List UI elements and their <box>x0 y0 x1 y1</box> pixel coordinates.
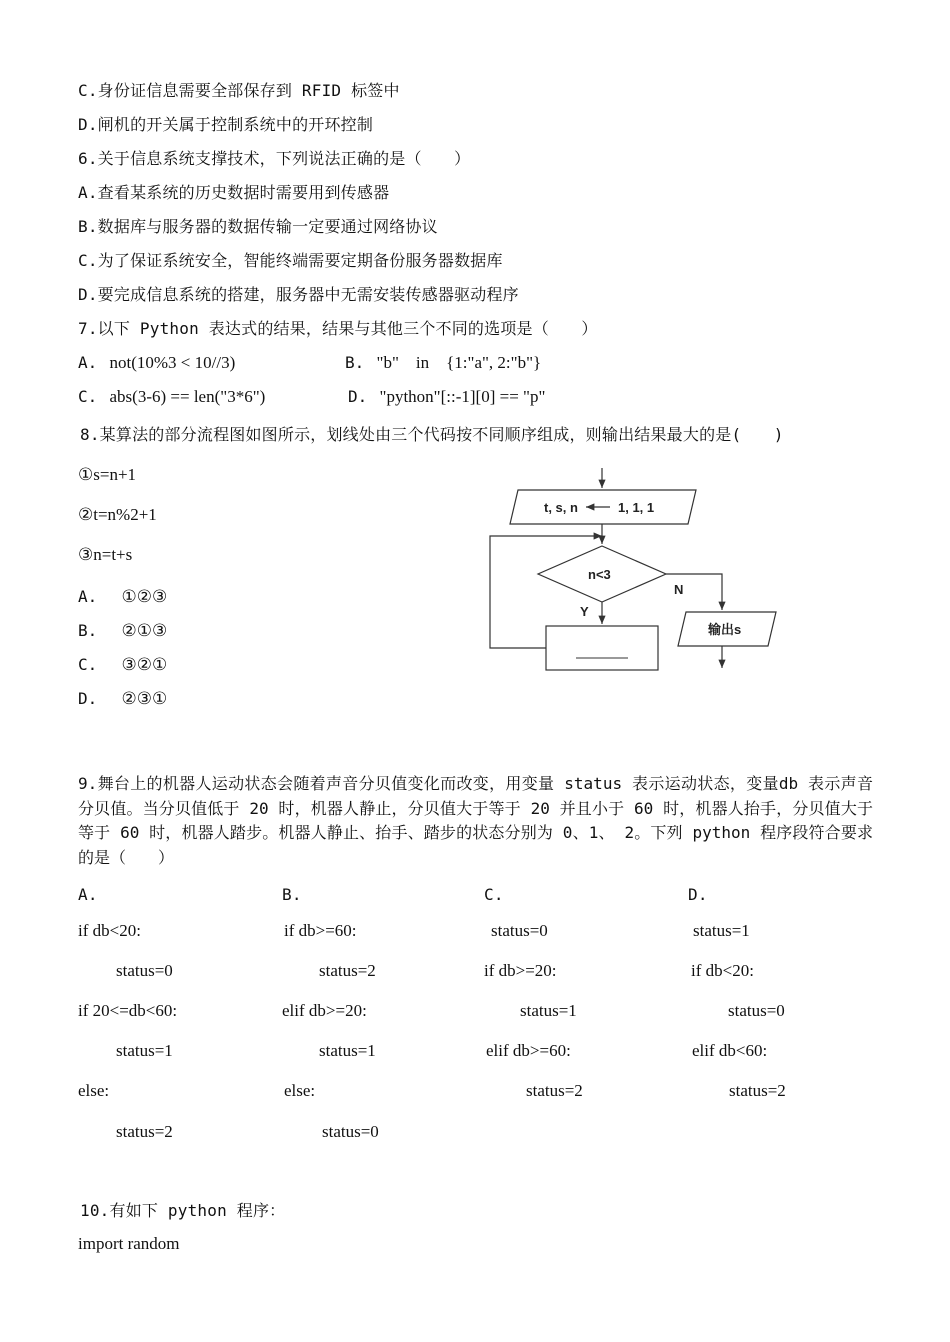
q7-option-d-label: D. <box>348 387 368 406</box>
flow-condition-text: n<3 <box>588 567 611 582</box>
q7-option-b-label: B. <box>345 353 365 372</box>
q9-b-line-4: status=1 <box>319 1041 376 1060</box>
q7-option-d <box>348 386 545 408</box>
q8-code-3: ③n=t+s <box>78 545 133 564</box>
q9-b-line-2: status=2 <box>319 961 376 980</box>
flow-output-text: 输出s <box>708 622 742 637</box>
q9-a-line-6: status=2 <box>116 1122 173 1141</box>
q8-option-a <box>78 586 167 608</box>
q6-option-a: A.查看某系统的历史数据时需要用到传感器 <box>78 183 390 202</box>
q6-option-d: D.要完成信息系统的搭建，服务器中无需安装传感器驱动程序 <box>78 285 519 304</box>
q8-option-d-value: ②③① <box>121 689 168 708</box>
q9-d-line-4: elif db<60: <box>692 1041 768 1060</box>
q9-a-line-3: if 20<=db<60: <box>78 1001 178 1020</box>
q8-option-b-label: B. <box>78 621 98 640</box>
q9-c-line-4: elif db>=60: <box>486 1041 571 1060</box>
flow-yes-label: Y <box>580 604 589 619</box>
q9-b-label: B. <box>282 885 302 904</box>
q8-option-a-value: ①②③ <box>121 587 168 606</box>
q6-option-c: C.为了保证系统安全，智能终端需要定期备份服务器数据库 <box>78 251 503 270</box>
q10-stem: 10.有如下 python 程序： <box>80 1201 286 1220</box>
q9-d-line-5: status=2 <box>729 1081 786 1100</box>
q8-code-1: ①s=n+1 <box>78 465 137 484</box>
q9-c-line-3: status=1 <box>520 1001 577 1020</box>
q9-b-line-1: if db>=60: <box>284 921 357 940</box>
q6-option-b: B.数据库与服务器的数据传输一定要通过网络协议 <box>78 217 438 236</box>
q9-d-line-2: if db<20: <box>691 961 754 980</box>
q10-code-line-1: import random <box>78 1234 180 1253</box>
q7-stem: 7.以下 Python 表达式的结果，结果与其他三个不同的选项是（ ） <box>78 319 598 338</box>
q9-b-line-3: elif db>=20: <box>282 1001 367 1020</box>
q7-option-c <box>78 386 265 408</box>
q8-code-2: ②t=n%2+1 <box>78 505 157 524</box>
flow-process-box <box>546 626 658 670</box>
q8-option-c-label: C. <box>78 655 98 674</box>
q8-option-d <box>78 688 167 710</box>
q7-option-b <box>345 352 541 374</box>
q7-option-c-label: C. <box>78 387 98 406</box>
q8-option-c <box>78 654 167 676</box>
q7-option-a-expr: not(10%3 < 10//3) <box>109 353 236 372</box>
q5-option-d: D.闸机的开关属于控制系统中的开环控制 <box>78 115 374 134</box>
q5-option-c: C.身份证信息需要全部保存到 RFID 标签中 <box>78 81 400 100</box>
q9-c-line-1: status=0 <box>491 921 548 940</box>
q7-option-b-expr: "b" in {1:"a", 2:"b"} <box>376 353 542 372</box>
q9-a-line-2: status=0 <box>116 961 173 980</box>
q8-option-b-value: ②①③ <box>121 621 168 640</box>
q7-option-c-expr: abs(3-6) == len("3*6") <box>109 387 266 406</box>
q9-a-line-1: if db<20: <box>78 921 141 940</box>
q9-a-line-4: status=1 <box>116 1041 173 1060</box>
q9-b-line-6: status=0 <box>322 1122 379 1141</box>
q7-option-a <box>78 352 235 374</box>
q9-b-line-5: else: <box>284 1081 316 1100</box>
q9-c-label: C. <box>484 885 504 904</box>
q9-d-line-1: status=1 <box>693 921 750 940</box>
q9-stem: 9.舞台上的机器人运动状态会随着声音分贝值变化而改变，用变量 status 表示运动状态，变量db 表示声音分贝值。当分贝值低于 20 时，机器人静止，分贝值大于等于 20 并且小于 60 时，机器人抬手，分贝值大于等于 60 时，机器人踏步。机器人静止、抬手、踏步的状态分别为 0、1、 2。下列 python 程序段符合要求的是（ ） <box>78 774 873 867</box>
q9-c-line-2: if db>=20: <box>484 961 557 980</box>
q8-flowchart <box>470 460 790 680</box>
q8-option-c-value: ③②① <box>121 655 168 674</box>
q7-option-a-label: A. <box>78 353 98 372</box>
q8-option-b <box>78 620 167 642</box>
q9-a-label: A. <box>78 885 98 904</box>
q8-option-a-label: A. <box>78 587 98 606</box>
q9-a-line-5: else: <box>78 1081 110 1100</box>
flow-init-right: 1, 1, 1 <box>618 500 655 515</box>
q9-d-label: D. <box>688 885 708 904</box>
q6-stem: 6.关于信息系统支撑技术，下列说法正确的是（ ） <box>78 149 471 168</box>
flow-init-left: t, s, n <box>544 500 578 515</box>
q9-d-line-3: status=0 <box>728 1001 785 1020</box>
q9-c-line-5: status=2 <box>526 1081 583 1100</box>
q8-stem: 8.某算法的部分流程图如图所示，划线处由三个代码按不同顺序组成，则输出结果最大的是( ) <box>80 425 784 444</box>
q7-option-d-expr: "python"[::-1][0] == "p" <box>379 387 546 406</box>
flow-no-label: N <box>674 582 684 597</box>
q8-option-d-label: D. <box>78 689 98 708</box>
